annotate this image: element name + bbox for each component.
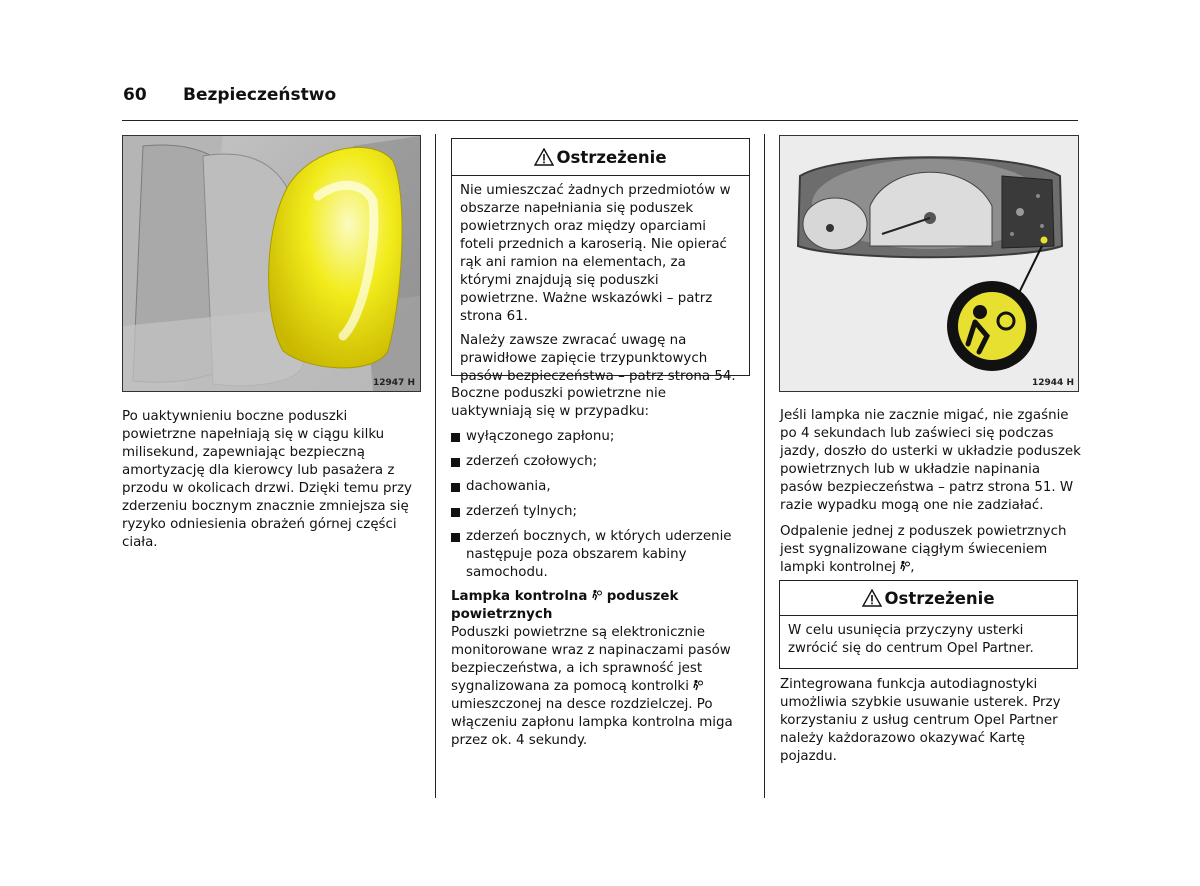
list-item-text: zderzeń bocznych, w których uderzenie następuje poza obszarem kabiny samochodu. — [466, 529, 732, 580]
airbag-warning-icon — [693, 679, 703, 691]
airbag-warning-icon — [592, 589, 602, 601]
list-item-text: zderzeń tylnych; — [466, 504, 577, 519]
deployment-paragraph — [780, 523, 1082, 577]
list-item — [451, 478, 751, 496]
instrument-cluster-illustration — [780, 136, 1078, 391]
right-column — [780, 407, 1082, 585]
lamp-heading-part-a: Lampka kontrolna — [451, 589, 588, 604]
bullet-square-icon — [451, 533, 460, 542]
bullet-square-icon — [451, 433, 460, 442]
column-divider-right — [764, 134, 765, 798]
list-item — [451, 503, 751, 521]
warning-triangle-icon — [862, 589, 882, 607]
list-item-text: dachowania, — [466, 479, 551, 494]
list-item — [451, 528, 751, 582]
warning-title-text-2: Ostrzeżenie — [884, 588, 995, 608]
bullet-square-icon — [451, 483, 460, 492]
list-item-text: wyłączonego zapłonu; — [466, 429, 615, 444]
list-item-text: zderzeń czołowych; — [466, 454, 598, 469]
right-column-bottom — [780, 676, 1080, 774]
warning-title-2 — [780, 581, 1077, 616]
side-airbag-illustration — [123, 136, 420, 391]
header-rule — [122, 120, 1078, 121]
diagnostics-paragraph: Zintegrowana funkcja autodiagnostyki umożliwia szybkie usuwanie usterek. Przy korzystaniu z usług centrum Opel Partner należy każdorazowo okazywać Kartę pojazdu. — [780, 677, 1061, 764]
warning-1-paragraph-1: Nie umieszczać żadnych przedmiotów w obszarze napełniania się poduszek powietrznych oraz między oparciami foteli przednich a karoserią. Nie opierać rąk ani ramion na elementach, za którymi znajdują się poduszki powietrzne. Ważne wskazówki – patrz strona 61. — [460, 183, 731, 324]
bullet-square-icon — [451, 508, 460, 517]
lamp-paragraph — [451, 624, 751, 750]
lamp-paragraph-part-a: Poduszki powietrzne są elektronicznie monitorowane wraz z napinaczami pasów bezpieczeństwa, a ich sprawność jest sygnalizowana za pomocą kontrolki — [451, 625, 731, 694]
warning-2-paragraph: W celu usunięcia przyczyny usterki zwrócić się do centrum Opel Partner. — [788, 623, 1034, 656]
page-number: 60 — [123, 85, 147, 105]
figure-code-left: 12947 H — [373, 378, 415, 388]
side-airbag-paragraph: Po uaktywnieniu boczne poduszki powietrzne napełniają się w ciągu kilku milisekund, zapewniając bezpieczną amortyzację dla kierowcy lub pasażera z przodu w okolicach drzwi. Dzięki temu przy zderzeniu bocznym znacznie zmniejsza się ryzyko odniesienia obrażeń górnej części ciała. — [122, 409, 412, 550]
list-item — [451, 453, 751, 471]
warning-triangle-icon — [534, 148, 554, 166]
bullet-square-icon — [451, 458, 460, 467]
lamp-paragraph-part-b: umieszczonej na desce rozdzielczej. Po włączeniu zapłonu lampka kontrolna miga przez ok. 4 sekundy. — [451, 697, 733, 748]
lamp-heading — [451, 588, 751, 624]
warning-box-2 — [779, 580, 1078, 669]
middle-column — [451, 385, 751, 758]
warning-1-paragraph-2: Należy zawsze zwracać uwagę na prawidłowe zapięcie trzypunktowych pasów bezpieczeństwa – patrz strona 54. — [460, 333, 736, 384]
column-divider-left — [435, 134, 436, 798]
warning-title-text-1: Ostrzeżenie — [556, 147, 667, 167]
lamp-heading-part-b: poduszek powietrznych — [451, 589, 679, 622]
side-airbag-figure — [122, 135, 421, 392]
instrument-cluster-figure — [779, 135, 1079, 392]
list-item — [451, 428, 751, 446]
deployment-paragraph-end: , — [910, 560, 915, 575]
lamp-fault-paragraph: Jeśli lampka nie zacznie migać, nie zgaśnie po 4 sekundach lub zaświeci się podczas jazdy, doszło do usterki w układzie poduszek powietrznych lub w układzie napinania pasów bezpieczeństwa – patrz strona 51. W razie wypadku mogą one nie zadziałać. — [780, 408, 1081, 513]
airbag-warning-icon — [900, 560, 910, 572]
warning-title-1 — [452, 139, 749, 176]
not-activated-intro: Boczne poduszki powietrzne nie uaktywniają się w przypadku: — [451, 386, 666, 419]
page-title: Bezpieczeństwo — [183, 85, 337, 105]
warning-box-1 — [451, 138, 750, 384]
left-column — [122, 408, 422, 560]
deployment-paragraph-text: Odpalenie jednej z poduszek powietrznych jest sygnalizowane ciągłym świeceniem lampki kontrolnej — [780, 524, 1067, 575]
figure-code-right: 12944 H — [1032, 378, 1074, 388]
